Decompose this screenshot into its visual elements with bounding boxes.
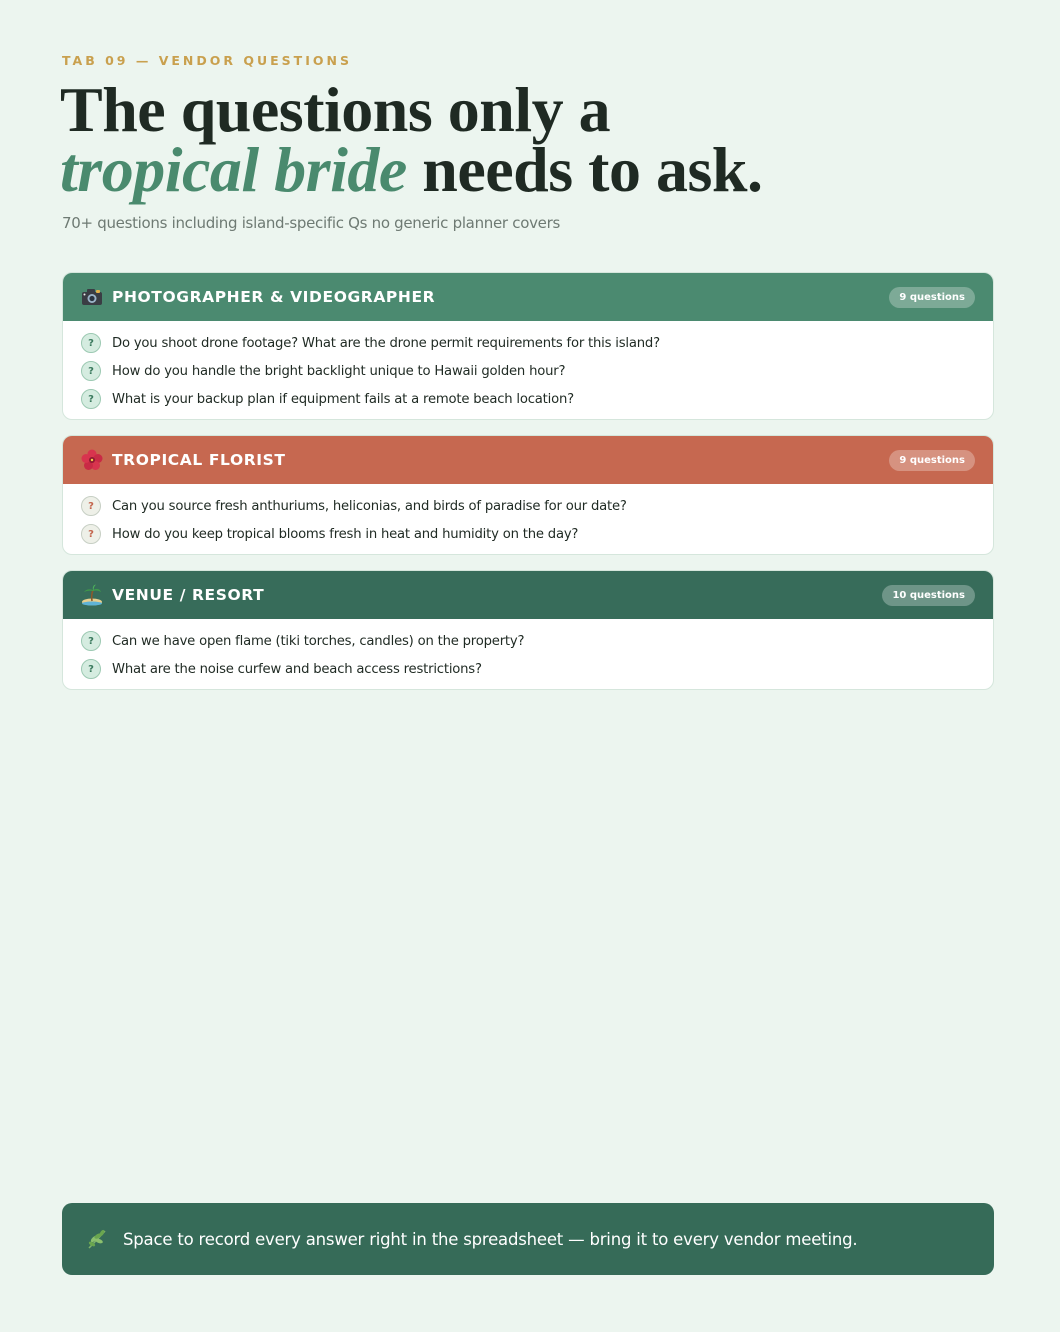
question-list — [63, 484, 993, 554]
section-florist — [62, 435, 994, 555]
footer-text: Space to record every answer right in the spreadsheet — bring it to every vendor meeting. — [123, 1229, 858, 1249]
page-subtitle: 70+ questions including island-specific Qs no generic planner covers — [62, 214, 560, 232]
question-text: Can you source fresh anthuriums, heliconias, and birds of paradise for our date? — [112, 498, 627, 514]
question-item[interactable] — [81, 655, 975, 683]
question-mark-icon: ? — [81, 361, 101, 381]
question-item[interactable] — [81, 520, 975, 548]
section-header — [63, 571, 993, 619]
section-header — [63, 436, 993, 484]
page-title — [60, 74, 763, 205]
question-mark-icon: ? — [81, 524, 101, 544]
question-text: Can we have open flame (tiki torches, candles) on the property? — [112, 633, 525, 649]
section-title: TROPICAL FLORIST — [112, 451, 286, 469]
section-venue — [62, 570, 994, 690]
question-list — [63, 321, 993, 419]
title-accent: tropical bride — [60, 134, 407, 205]
island-icon — [81, 584, 103, 606]
question-mark-icon: ? — [81, 631, 101, 651]
tab-eyebrow: TAB 09 — VENDOR QUESTIONS — [62, 53, 352, 68]
question-mark-icon: ? — [81, 659, 101, 679]
title-line-1: The questions only a — [60, 74, 611, 145]
leaf-icon — [86, 1227, 110, 1251]
question-count-badge: 9 questions — [889, 450, 975, 471]
footer-banner — [62, 1203, 994, 1275]
question-text: How do you keep tropical blooms fresh in heat and humidity on the day? — [112, 526, 579, 542]
question-item[interactable] — [81, 492, 975, 520]
title-line-2: needs to ask. — [406, 134, 763, 205]
question-text: What is your backup plan if equipment fails at a remote beach location? — [112, 391, 574, 407]
question-text: How do you handle the bright backlight unique to Hawaii golden hour? — [112, 363, 566, 379]
question-text: What are the noise curfew and beach access restrictions? — [112, 661, 482, 677]
question-item[interactable] — [81, 385, 975, 413]
section-header — [63, 273, 993, 321]
question-mark-icon: ? — [81, 389, 101, 409]
section-photographer — [62, 272, 994, 420]
question-item[interactable] — [81, 357, 975, 385]
question-count-badge: 9 questions — [889, 287, 975, 308]
question-count-badge: 10 questions — [882, 585, 975, 606]
question-mark-icon: ? — [81, 496, 101, 516]
hibiscus-icon — [81, 449, 103, 471]
section-title: VENUE / RESORT — [112, 586, 265, 604]
question-item[interactable] — [81, 329, 975, 357]
question-text: Do you shoot drone footage? What are the drone permit requirements for this island? — [112, 335, 660, 351]
section-title: PHOTOGRAPHER & VIDEOGRAPHER — [112, 288, 436, 306]
camera-icon — [81, 286, 103, 308]
question-mark-icon: ? — [81, 333, 101, 353]
question-item[interactable] — [81, 627, 975, 655]
question-list — [63, 619, 993, 689]
